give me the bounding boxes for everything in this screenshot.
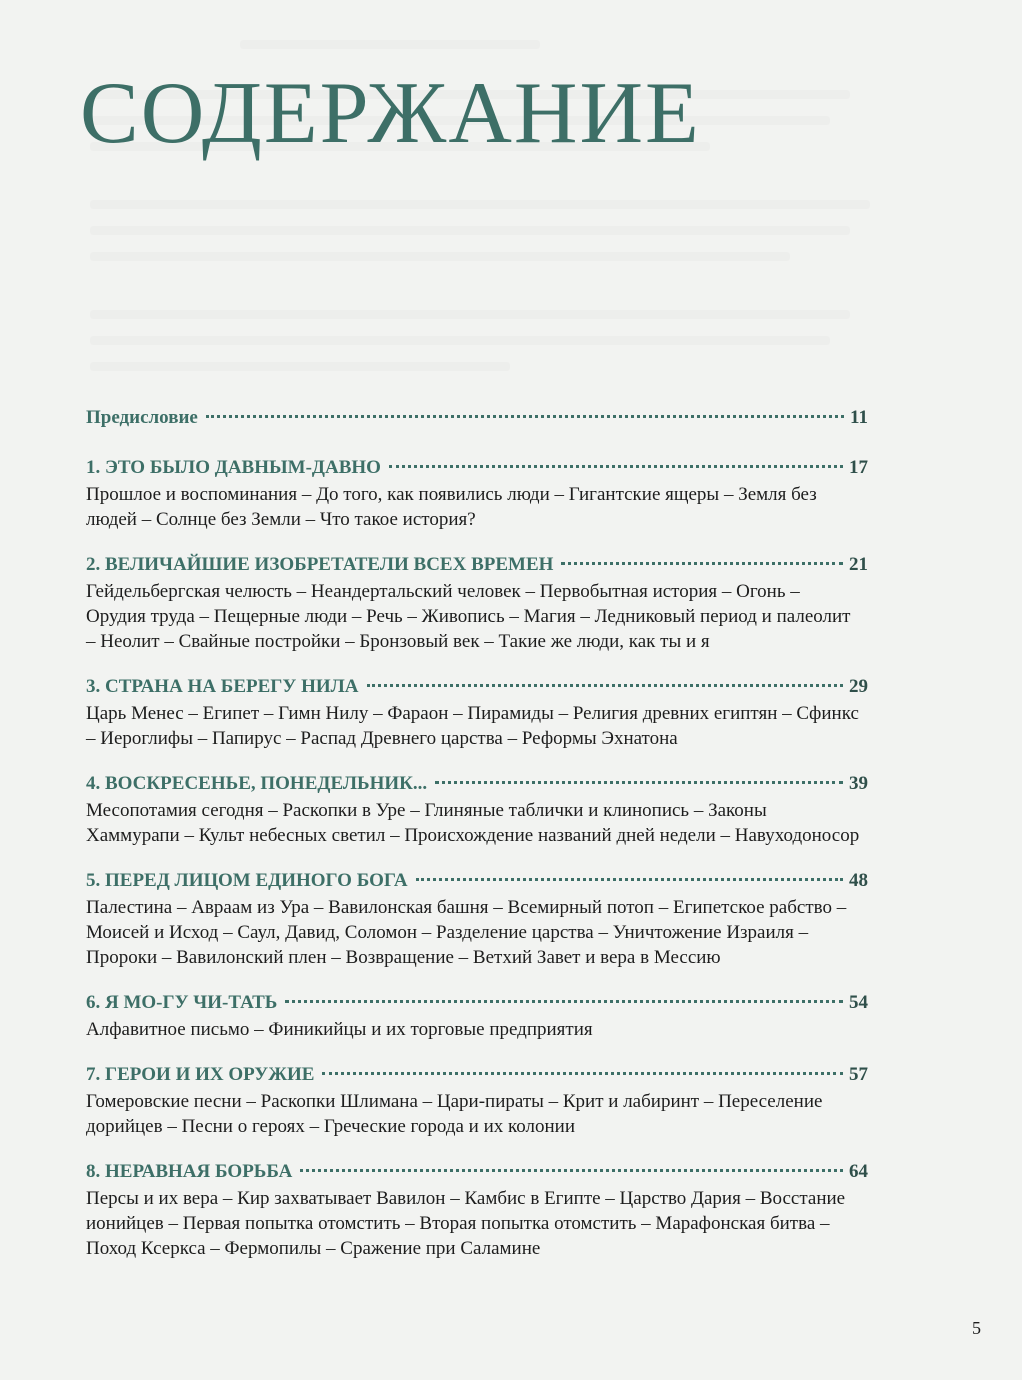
toc-entry-title: 5. ПЕРЕД ЛИЦОМ ЕДИНОГО БОГА <box>86 870 408 891</box>
page-title: СОДЕРЖАНИЕ <box>80 65 701 162</box>
toc-entry-title: 3. СТРАНА НА БЕРЕГУ НИЛА <box>86 676 359 697</box>
toc-entry-chapter-3[interactable] <box>86 673 868 751</box>
dot-leader <box>206 415 844 418</box>
toc-entry-page: 21 <box>849 554 868 575</box>
toc-entry-preface[interactable] <box>86 404 868 432</box>
table-of-contents <box>86 404 868 1280</box>
toc-entry-page: 39 <box>849 773 868 794</box>
toc-entry-chapter-4[interactable] <box>86 770 868 848</box>
toc-entry-chapter-7[interactable] <box>86 1061 868 1139</box>
toc-entry-description: Палестина – Авраам из Ура – Вавилонская башня – Всемирный потоп – Египетское рабство – Моисей и Исход – Саул, Давид, Соломон – Разделение царства – Уничтожение Израиля – Пророки – Вавилонский плен – Возвращение – Ветхий Завет и вера в Мессию <box>86 897 847 968</box>
toc-entry-chapter-1[interactable] <box>86 454 868 532</box>
dot-leader <box>561 562 843 565</box>
toc-entry-heading <box>86 551 868 579</box>
dot-leader <box>416 878 843 881</box>
toc-entry-page: 11 <box>850 407 868 428</box>
toc-entry-heading <box>86 673 868 701</box>
dot-leader <box>300 1169 843 1172</box>
toc-entry-title: 1. ЭТО БЫЛО ДАВНЫМ-ДАВНО <box>86 457 381 478</box>
toc-entry-heading <box>86 989 868 1017</box>
toc-entry-description: Прошлое и воспоминания – До того, как появились люди – Гигантские ящеры – Земля без людей – Солнце без Земли – Что такое история? <box>86 484 817 530</box>
toc-entry-description: Персы и их вера – Кир захватывает Вавилон – Камбис в Египте – Царство Дария – Восстание ионийцев – Первая попытка отомстить – Вторая попытка отомстить – Марафонская битва – Поход Ксеркса – Фермопилы – Сражение при Саламине <box>86 1188 846 1259</box>
toc-entry-description: Царь Менес – Египет – Гимн Нилу – Фараон – Пирамиды – Религия древних египтян – Сфинкс – Иероглифы – Папирус – Распад Древнего царства – Реформы Эхнатона <box>86 703 859 749</box>
toc-entry-page: 17 <box>849 457 868 478</box>
dot-leader <box>285 1000 843 1003</box>
toc-entry-description: Месопотамия сегодня – Раскопки в Уре – Глиняные таблички и клинопись – Законы Хаммурапи – Культ небесных светил – Происхождение названий дней недели – Навуходоносор <box>86 800 860 846</box>
toc-entry-heading <box>86 1061 868 1089</box>
toc-entry-title: 6. Я МО-ГУ ЧИ-ТАТЬ <box>86 992 278 1013</box>
toc-entry-chapter-5[interactable] <box>86 867 868 970</box>
toc-entry-heading <box>86 404 868 432</box>
toc-entry-page: 64 <box>849 1161 868 1182</box>
dot-leader <box>322 1072 843 1075</box>
page-number: 5 <box>972 1318 981 1338</box>
dot-leader <box>435 781 843 784</box>
dot-leader <box>389 465 843 468</box>
toc-entry-title: 8. НЕРАВНАЯ БОРЬБА <box>86 1161 293 1182</box>
toc-entry-chapter-6[interactable] <box>86 989 868 1042</box>
toc-entry-chapter-8[interactable] <box>86 1158 868 1261</box>
toc-entry-page: 54 <box>849 992 868 1013</box>
toc-entry-title: 2. ВЕЛИЧАЙШИЕ ИЗОБРЕТАТЕЛИ ВСЕХ ВРЕМЕН <box>86 554 554 575</box>
toc-entry-chapter-2[interactable] <box>86 551 868 654</box>
toc-entry-page: 29 <box>849 676 868 697</box>
toc-entry-heading <box>86 454 868 482</box>
toc-entry-title: Предисловие <box>86 407 198 428</box>
toc-entry-description: Гейдельбергская челюсть – Неандертальский человек – Первобытная история – Огонь – Орудия труда – Пещерные люди – Речь – Живопись – Магия – Ледниковый период и палеолит – Неолит – Свайные постройки – Бронзовый век – Такие же люди, как ты и я <box>86 581 851 652</box>
toc-entry-description: Гомеровские песни – Раскопки Шлимана – Цари-пираты – Крит и лабиринт – Переселение дорийцев – Песни о героях – Греческие города и их колонии <box>86 1091 823 1137</box>
toc-entry-heading <box>86 1158 868 1186</box>
toc-entry-heading <box>86 770 868 798</box>
toc-entry-heading <box>86 867 868 895</box>
toc-entry-title: 7. ГЕРОИ И ИХ ОРУЖИЕ <box>86 1064 315 1085</box>
toc-entry-title: 4. ВОСКРЕСЕНЬЕ, ПОНЕДЕЛЬНИК... <box>86 773 428 794</box>
toc-entry-page: 57 <box>849 1064 868 1085</box>
toc-entry-description: Алфавитное письмо – Финикийцы и их торговые предприятия <box>86 1019 593 1040</box>
dot-leader <box>367 684 843 687</box>
toc-entry-page: 48 <box>849 870 868 891</box>
